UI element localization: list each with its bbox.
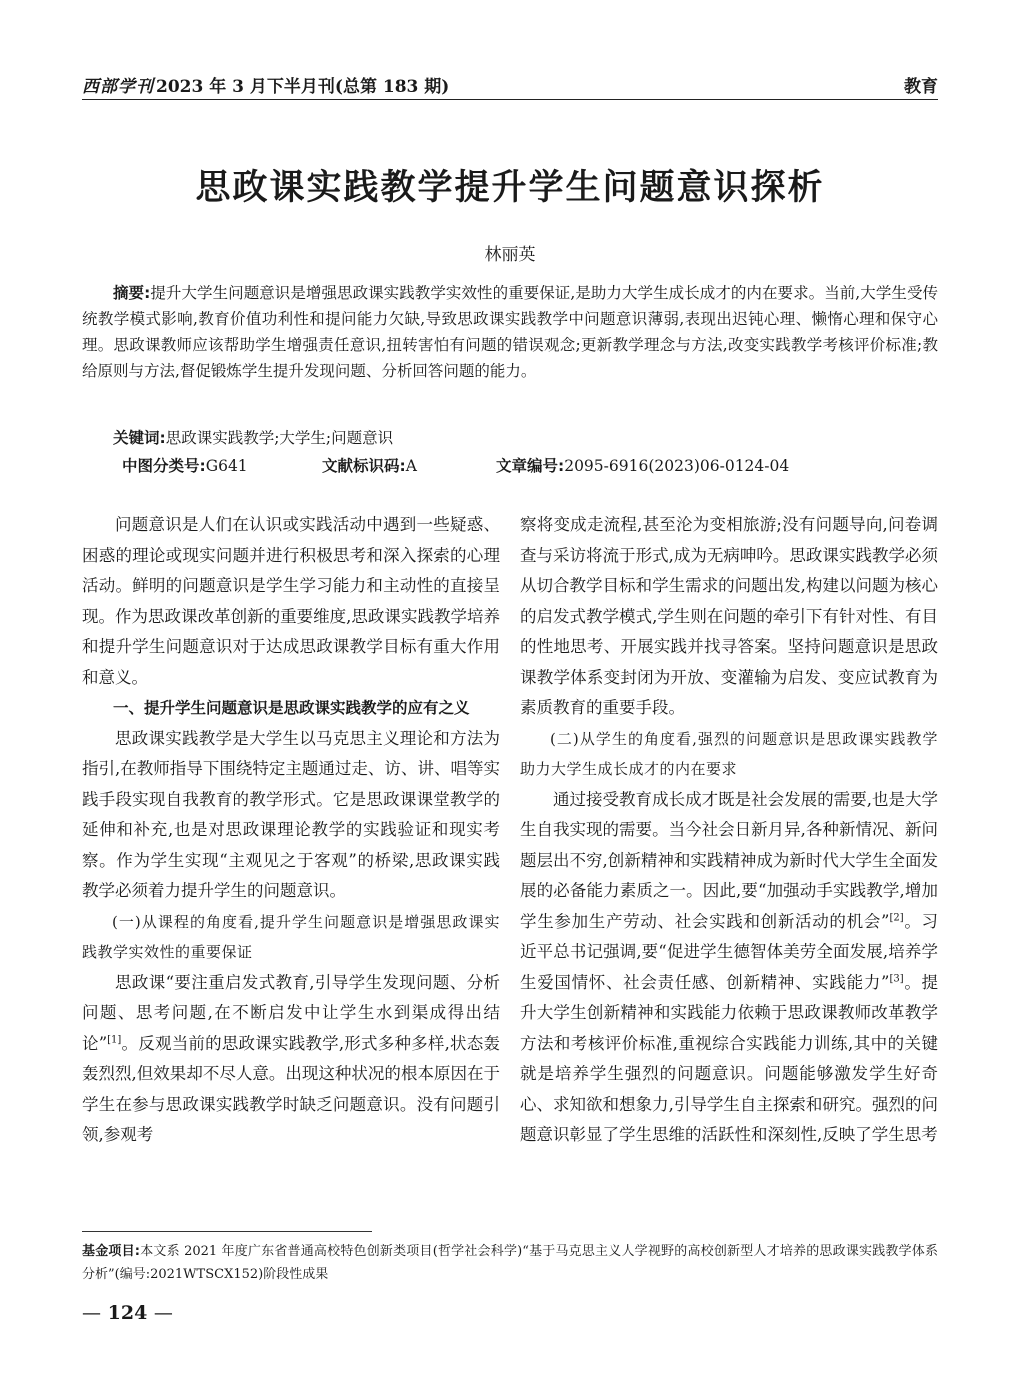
citation-ref: [3] (889, 973, 904, 984)
clc-code: 中图分类号:G641 (122, 457, 248, 475)
running-header (82, 72, 938, 98)
paragraph: 问题意识是人们在认识或实践活动中遇到一些疑惑、困惑的理论或现实问题并进行积极思考和深入探索的心理活动。鲜明的问题意识是学生学习能力和主动性的直接呈现。作为思政课改革创新的重要维度,思政课实践教学培养和提升学生问题意识对于达成思政课教学目标有重大作用和意义。 (82, 515, 500, 687)
keywords-label: 关键词: (113, 429, 166, 447)
abstract (82, 280, 938, 384)
footnote-divider (82, 1231, 372, 1232)
subsection-heading: (一)从课程的角度看,提升学生问题意识是增强思政课实践教学实效性的重要保证 (82, 912, 500, 961)
article-title: 思政课实践教学提升学生问题意识探析 (195, 167, 825, 208)
body-column-right (520, 510, 938, 1151)
abstract-text: 提升大学生问题意识是增强思政课实践教学实效性的重要保证,是助力大学生成长成才的内在要求。当前,大学生受传统教学模式影响,教育价值功利性和提问能力欠缺,导致思政课实践教学中问题意识薄弱,表现出迟钝心理、懒惰心理和保守心理。思政课教师应该帮助学生增强责任意识,扭转害怕有问题的错误观念;更新教学理念与方法,改变实践教学考核评价标准;教给原则与方法,督促锻炼学生提升发现问题、分析回答问题的能力。 (82, 284, 938, 380)
keywords (82, 425, 938, 451)
paragraph: 察将变成走流程,甚至沦为变相旅游;没有问题导向,问卷调查与采访将流于形式,成为无病呻吟。思政课实践教学必须从切合教学目标和学生需求的问题出发,构建以问题为核心的启发式教学模式,学生则在问题的牵引下有针对性、有目的性地思考、开展实践并找寻答案。坚持问题意识是思政课教学体系变封闭为开放、变灌输为启发、变应试教育为素质教育的重要手段。 (520, 515, 938, 717)
subsection-heading: (二)从学生的角度看,强烈的问题意识是思政课实践教学助力大学生成长成才的内在要求 (520, 729, 938, 778)
keywords-text: 思政课实践教学;大学生;问题意识 (165, 429, 394, 447)
issue-info: 2023 年 3 月下半月刊(总第 183 期) (156, 77, 450, 97)
classification-row (122, 453, 938, 479)
section-name: 教育 (904, 77, 938, 97)
footnote-text: 本文系 2021 年度广东省普通高校特色创新类项目(哲学社会科学)“基于马克思主义人学视野的高校创新型人才培养的思政课实践教学体系分析”(编号:2021WTSCX152)阶段性成果 (82, 1244, 939, 1282)
article-number: 文章编号:2095-6916(2023)06-0124-04 (496, 457, 790, 475)
section-heading: 一、提升学生问题意识是思政课实践教学的应有之义 (113, 699, 470, 717)
page-number: — 124 — (82, 1302, 173, 1324)
funding-footnote (82, 1240, 938, 1286)
paragraph: 通过接受教育成长成才既是社会发展的需要,也是大学生自我实现的需要。当今社会日新月异,各种新情况、新问题层出不穷,创新精神和实践精神成为新时代大学生全面发展的必备能力素质之一。因此,要“加强动手实践教学,增加学生参加生产劳动、社会实践和创新活动的机会”[2]。习近平总书记强调,要“促进学生德智体美劳全面发展,培养学生爱国情怀、社会责任感、创新精神、实践能力”[3]。提升大学生创新精神和实践能力依赖于思政课教师改革教学方法和考核评价标准,重视综合实践能力训练,其中的关键就是培养学生强烈的问题意识。问题能够激发学生好奇心、求知欲和想象力,引导学生自主探索和研究。强烈的问题意识彰显了学生思维的活跃性和深刻性,反映了学生思考 (520, 789, 939, 1144)
body-column-left (82, 510, 500, 1151)
header-journal-issue (82, 72, 449, 97)
journal-logo: 西部学刊 (82, 77, 154, 97)
paragraph: 思政课“要注重启发式教育,引导学生发现问题、分析问题、思考问题,在不断启发中让学生水到渠成得出结论”[1]。反观当前的思政课实践教学,形式多种多样,状态轰轰烈烈,但效果却不尽人意。出现这种状况的根本原因在于学生在参与思政课实践教学时缺乏问题意识。没有问题引领,参观考 (82, 972, 500, 1144)
author-name: 林丽英 (484, 245, 536, 265)
footnote-label: 基金项目: (82, 1244, 140, 1259)
citation-ref: [2] (889, 912, 904, 923)
doc-code: 文献标识码:A (322, 457, 417, 475)
paragraph: 思政课实践教学是大学生以马克思主义理论和方法为指引,在教师指导下围绕特定主题通过走、访、讲、唱等实践手段实现自我教育的教学形式。它是思政课课堂教学的延伸和补充,也是对思政课理论教学的实践验证和现实考察。作为学生实现“主观见之于客观”的桥梁,思政课实践教学必须着力提升学生的问题意识。 (82, 728, 500, 900)
abstract-label: 摘要: (113, 284, 151, 302)
citation-ref: [1] (107, 1034, 122, 1045)
header-divider (82, 99, 938, 100)
